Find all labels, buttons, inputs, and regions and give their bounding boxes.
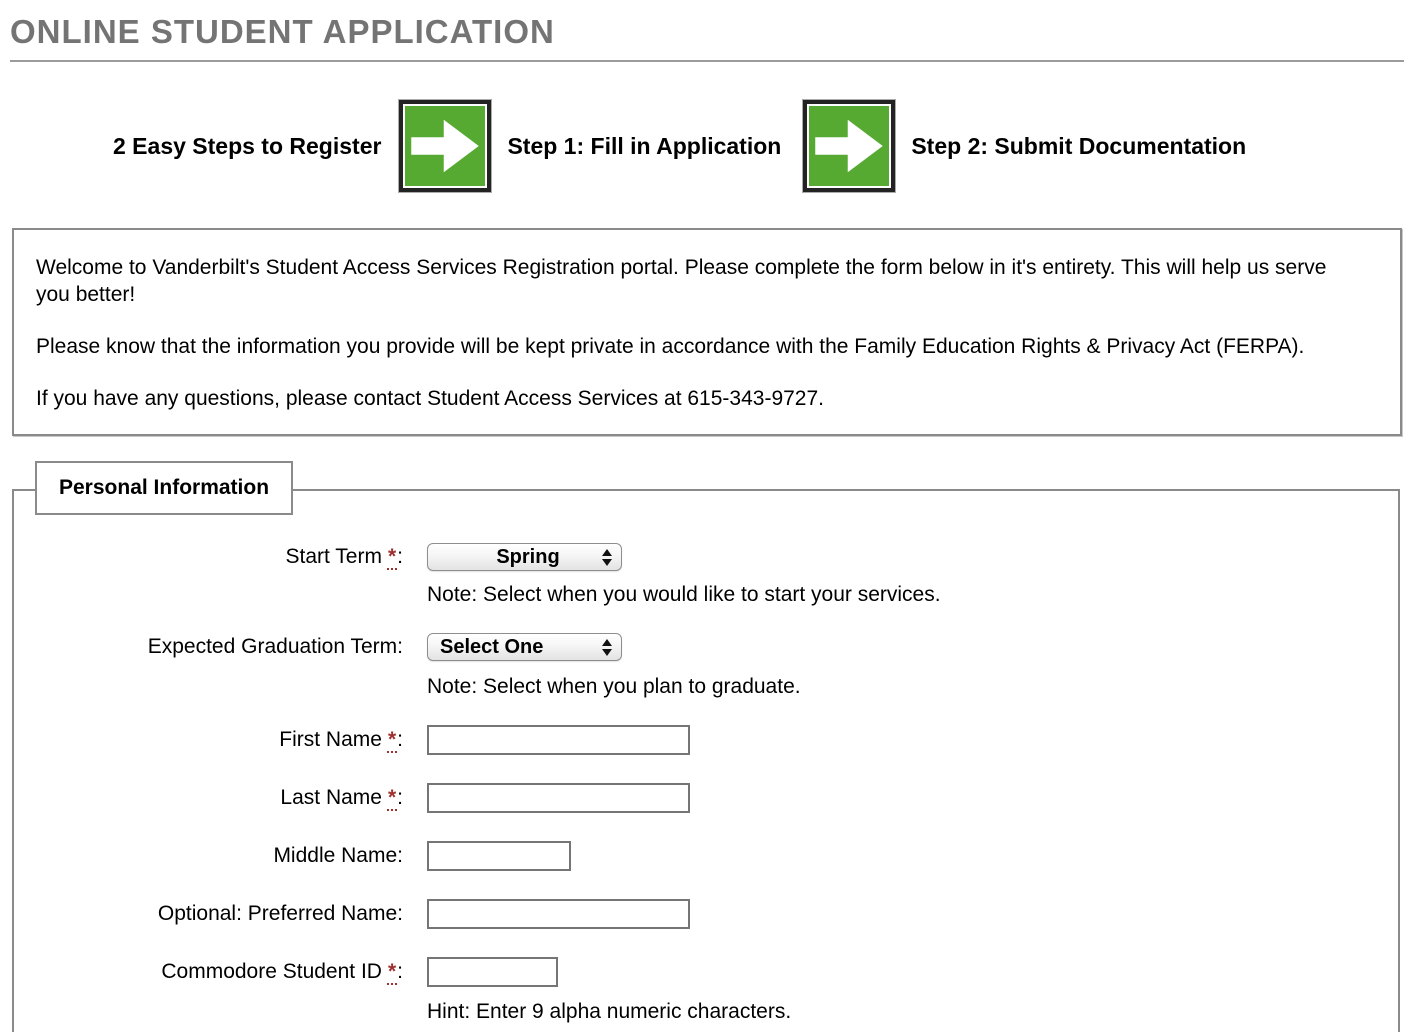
page-title: ONLINE STUDENT APPLICATION <box>10 13 555 50</box>
required-asterisk: * <box>387 786 397 809</box>
green-arrow-icon <box>399 100 491 192</box>
step-1-label: Step 1: Fill in Application <box>507 132 782 159</box>
welcome-box <box>12 228 1402 436</box>
required-asterisk: * <box>387 545 397 568</box>
updown-arrows-icon <box>602 639 612 656</box>
graduation-term-row <box>14 633 1398 661</box>
welcome-paragraph-1: Welcome to Vanderbilt's Student Access Services Registration portal. Please complete the form below in it's entirety. This will help us serve you better! <box>36 256 1327 306</box>
required-asterisk: * <box>387 728 397 751</box>
start-term-value: Spring <box>496 545 560 568</box>
graduation-term-note: Note: Select when you plan to graduate. <box>427 675 801 698</box>
title-divider <box>10 60 1404 62</box>
middle-name-label: Middle Name: <box>273 844 403 867</box>
graduation-term-label: Expected Graduation Term: <box>147 635 403 658</box>
personal-information-legend: Personal Information <box>35 461 293 515</box>
personal-information-form <box>14 491 1398 1025</box>
graduation-term-value: Select One <box>440 635 544 658</box>
first-name-input[interactable] <box>427 725 690 755</box>
commodore-id-hint: Hint: Enter 9 alpha numeric characters. <box>427 1000 792 1023</box>
required-asterisk: * <box>387 960 397 983</box>
commodore-id-label: Commodore Student ID *: <box>161 960 403 983</box>
start-term-label: Start Term *: <box>285 545 403 568</box>
steps-banner <box>113 100 1410 192</box>
start-term-select[interactable] <box>427 543 622 571</box>
first-name-label: First Name *: <box>279 728 403 751</box>
middle-name-row <box>14 841 1398 871</box>
commodore-id-input[interactable] <box>427 957 558 987</box>
steps-heading: 2 Easy Steps to Register <box>113 132 382 159</box>
last-name-row <box>14 783 1398 813</box>
green-arrow-icon <box>803 100 895 192</box>
page-header <box>0 0 1410 50</box>
step-2-label: Step 2: Submit Documentation <box>911 132 1247 159</box>
welcome-paragraph-2: Please know that the information you provide will be kept private in accordance with the Family Education Rights & Privacy Act (FERPA). <box>36 335 1305 358</box>
preferred-name-label: Optional: Preferred Name: <box>157 902 403 925</box>
middle-name-input[interactable] <box>427 841 571 871</box>
commodore-id-row <box>14 957 1398 987</box>
last-name-input[interactable] <box>427 783 690 813</box>
personal-information-section <box>12 476 1400 1032</box>
preferred-name-row <box>14 899 1398 929</box>
updown-arrows-icon <box>602 549 612 566</box>
preferred-name-input[interactable] <box>427 899 690 929</box>
start-term-note: Note: Select when you would like to start your services. <box>427 583 941 606</box>
welcome-paragraph-3: If you have any questions, please contact Student Access Services at 615-343-9727. <box>36 387 824 410</box>
last-name-label: Last Name *: <box>280 786 403 809</box>
first-name-row <box>14 725 1398 755</box>
start-term-row <box>14 543 1398 571</box>
graduation-term-select[interactable] <box>427 633 622 661</box>
